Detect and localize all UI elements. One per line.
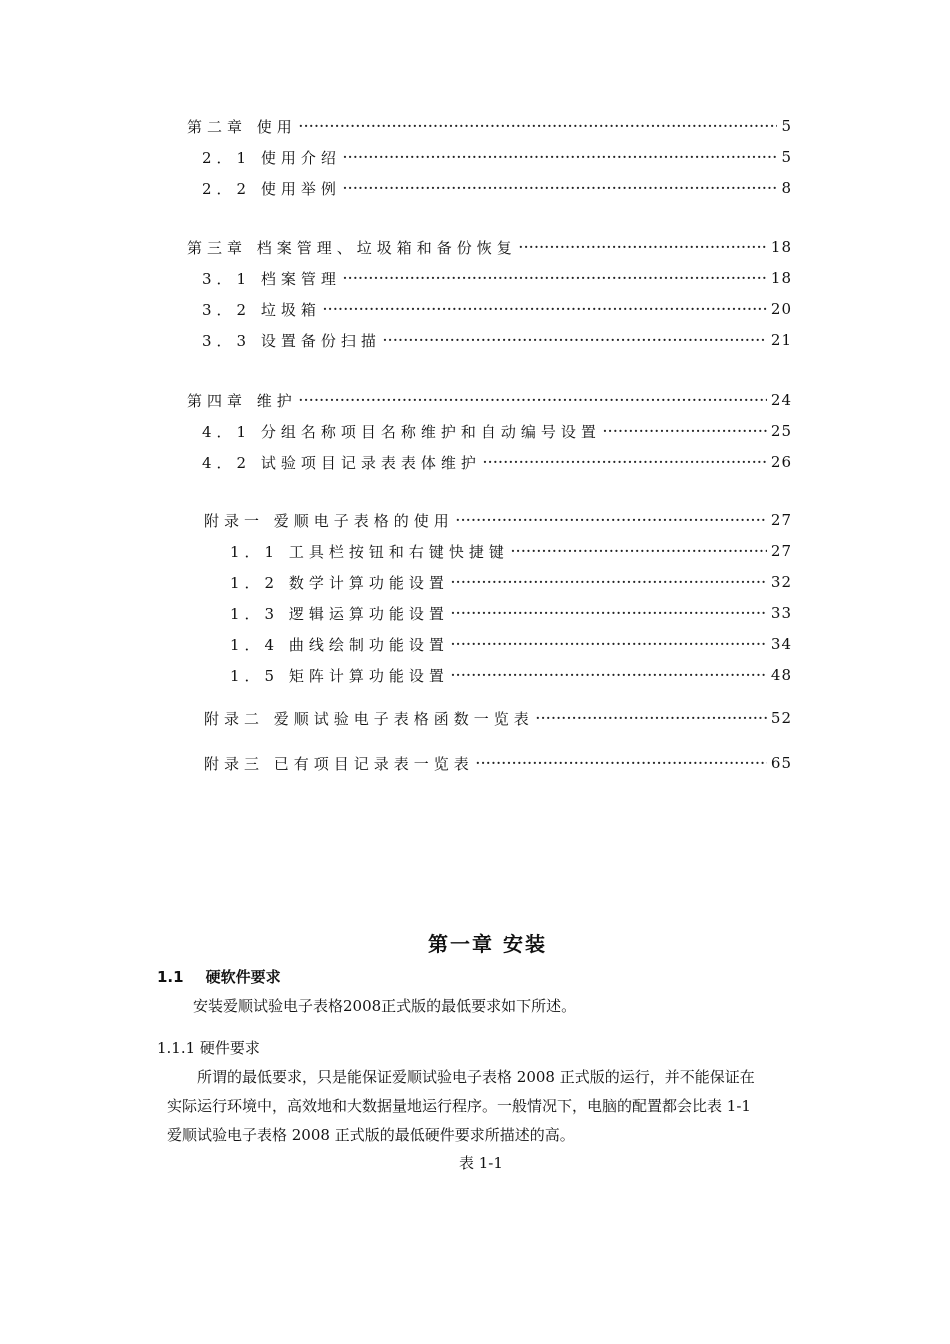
toc-entry-label: 1．4 曲线绘制功能设置	[230, 635, 449, 654]
toc-leader-dots	[603, 420, 767, 442]
toc-entry-page: 20	[770, 300, 792, 318]
paragraph-line: 实际运行环境中，高效地和大数据量地运行程序。一般情况下，电脑的配置都会比表 1-1	[167, 1097, 751, 1115]
toc-entry[interactable]	[230, 602, 792, 624]
toc-entry[interactable]	[204, 707, 792, 729]
toc-entry[interactable]	[230, 664, 792, 686]
toc-entry-page: 18	[770, 269, 792, 287]
toc-entry[interactable]	[202, 267, 792, 289]
chapter-title: 第一章 安装	[428, 932, 547, 956]
toc-entry-page: 26	[770, 453, 792, 471]
toc-entry-page: 33	[770, 604, 792, 622]
toc-entry-page: 5	[781, 117, 792, 135]
toc-entry[interactable]	[230, 540, 792, 562]
toc-leader-dots	[343, 267, 767, 289]
toc-entry-page: 24	[770, 391, 792, 409]
toc-leader-dots	[451, 664, 767, 686]
toc-leader-dots	[299, 389, 767, 411]
toc-entry-page: 65	[770, 754, 792, 772]
toc-entry-label: 第二章 使用	[187, 117, 297, 136]
toc-entry-label: 第四章 维护	[187, 391, 297, 410]
toc-entry[interactable]	[202, 298, 792, 320]
toc-leader-dots	[451, 602, 767, 624]
toc-entry-label: 1．5 矩阵计算功能设置	[230, 666, 449, 685]
subsection-heading: 1.1.1 硬件要求	[157, 1039, 260, 1057]
toc-entry-label: 3．2 垃圾箱	[202, 300, 321, 319]
toc-entry-label: 附录三 已有项目记录表一览表	[204, 754, 474, 773]
toc-leader-dots	[299, 115, 778, 137]
toc-entry-label: 第三章 档案管理、垃圾箱和备份恢复	[187, 238, 517, 257]
toc-leader-dots	[343, 177, 778, 199]
toc-entry-page: 32	[770, 573, 792, 591]
toc-leader-dots	[323, 298, 767, 320]
toc-entry-label: 4．2 试验项目记录表表体维护	[202, 453, 481, 472]
toc-entry-label: 附录一 爱顺电子表格的使用	[204, 511, 454, 530]
toc-entry-page: 27	[770, 542, 792, 560]
toc-entry[interactable]	[187, 236, 792, 258]
toc-entry[interactable]	[202, 451, 792, 473]
toc-leader-dots	[519, 236, 767, 258]
toc-leader-dots	[476, 752, 767, 774]
toc-entry[interactable]	[202, 329, 792, 351]
toc-entry-page: 25	[770, 422, 792, 440]
toc-entry[interactable]	[230, 571, 792, 593]
toc-entry-label: 1．1 工具栏按钮和右键快捷键	[230, 542, 509, 561]
toc-entry-page: 48	[770, 666, 792, 684]
toc-entry-page: 34	[770, 635, 792, 653]
toc-entry-page: 5	[781, 148, 792, 166]
toc-entry-label: 3．3 设置备份扫描	[202, 331, 381, 350]
toc-entry[interactable]	[187, 115, 792, 137]
toc-entry[interactable]	[202, 420, 792, 442]
toc-entry-label: 2．1 使用介绍	[202, 148, 341, 167]
section-title: 硬软件要求	[205, 968, 281, 986]
toc-entry-label: 3．1 档案管理	[202, 269, 341, 288]
toc-entry-label: 2．2 使用举例	[202, 179, 341, 198]
paragraph-line: 爱顺试验电子表格 2008 正式版的最低硬件要求所描述的高。	[167, 1126, 575, 1144]
toc-entry-page: 27	[770, 511, 792, 529]
toc-entry[interactable]	[202, 177, 792, 199]
paragraph-line: 所谓的最低要求，只是能保证爱顺试验电子表格 2008 正式版的运行，并不能保证在	[197, 1068, 755, 1086]
toc-entry[interactable]	[204, 509, 792, 531]
toc-leader-dots	[511, 540, 767, 562]
toc-entry-label: 4．1 分组名称项目名称维护和自动编号设置	[202, 422, 601, 441]
section-intro: 安装爱顺试验电子表格2008正式版的最低要求如下所述。	[193, 997, 577, 1015]
toc-leader-dots	[343, 146, 778, 168]
toc-entry-page: 8	[781, 179, 792, 197]
toc-entry-page: 18	[770, 238, 792, 256]
toc-entry[interactable]	[204, 752, 792, 774]
toc-leader-dots	[451, 633, 767, 655]
section-number: 1.1	[157, 968, 184, 986]
table-caption: 表 1-1	[459, 1154, 503, 1172]
toc-entry-label: 1．2 数学计算功能设置	[230, 573, 449, 592]
toc-entry[interactable]	[230, 633, 792, 655]
toc-entry-label: 1．3 逻辑运算功能设置	[230, 604, 449, 623]
toc-entry-page: 21	[770, 331, 792, 349]
toc-entry-label: 附录二 爱顺试验电子表格函数一览表	[204, 709, 534, 728]
toc-leader-dots	[456, 509, 767, 531]
toc-leader-dots	[536, 707, 767, 729]
section-heading	[157, 966, 281, 987]
toc-leader-dots	[383, 329, 767, 351]
toc-leader-dots	[451, 571, 767, 593]
toc-entry[interactable]	[187, 389, 792, 411]
toc-entry[interactable]	[202, 146, 792, 168]
toc-leader-dots	[483, 451, 767, 473]
toc-entry-page: 52	[770, 709, 792, 727]
